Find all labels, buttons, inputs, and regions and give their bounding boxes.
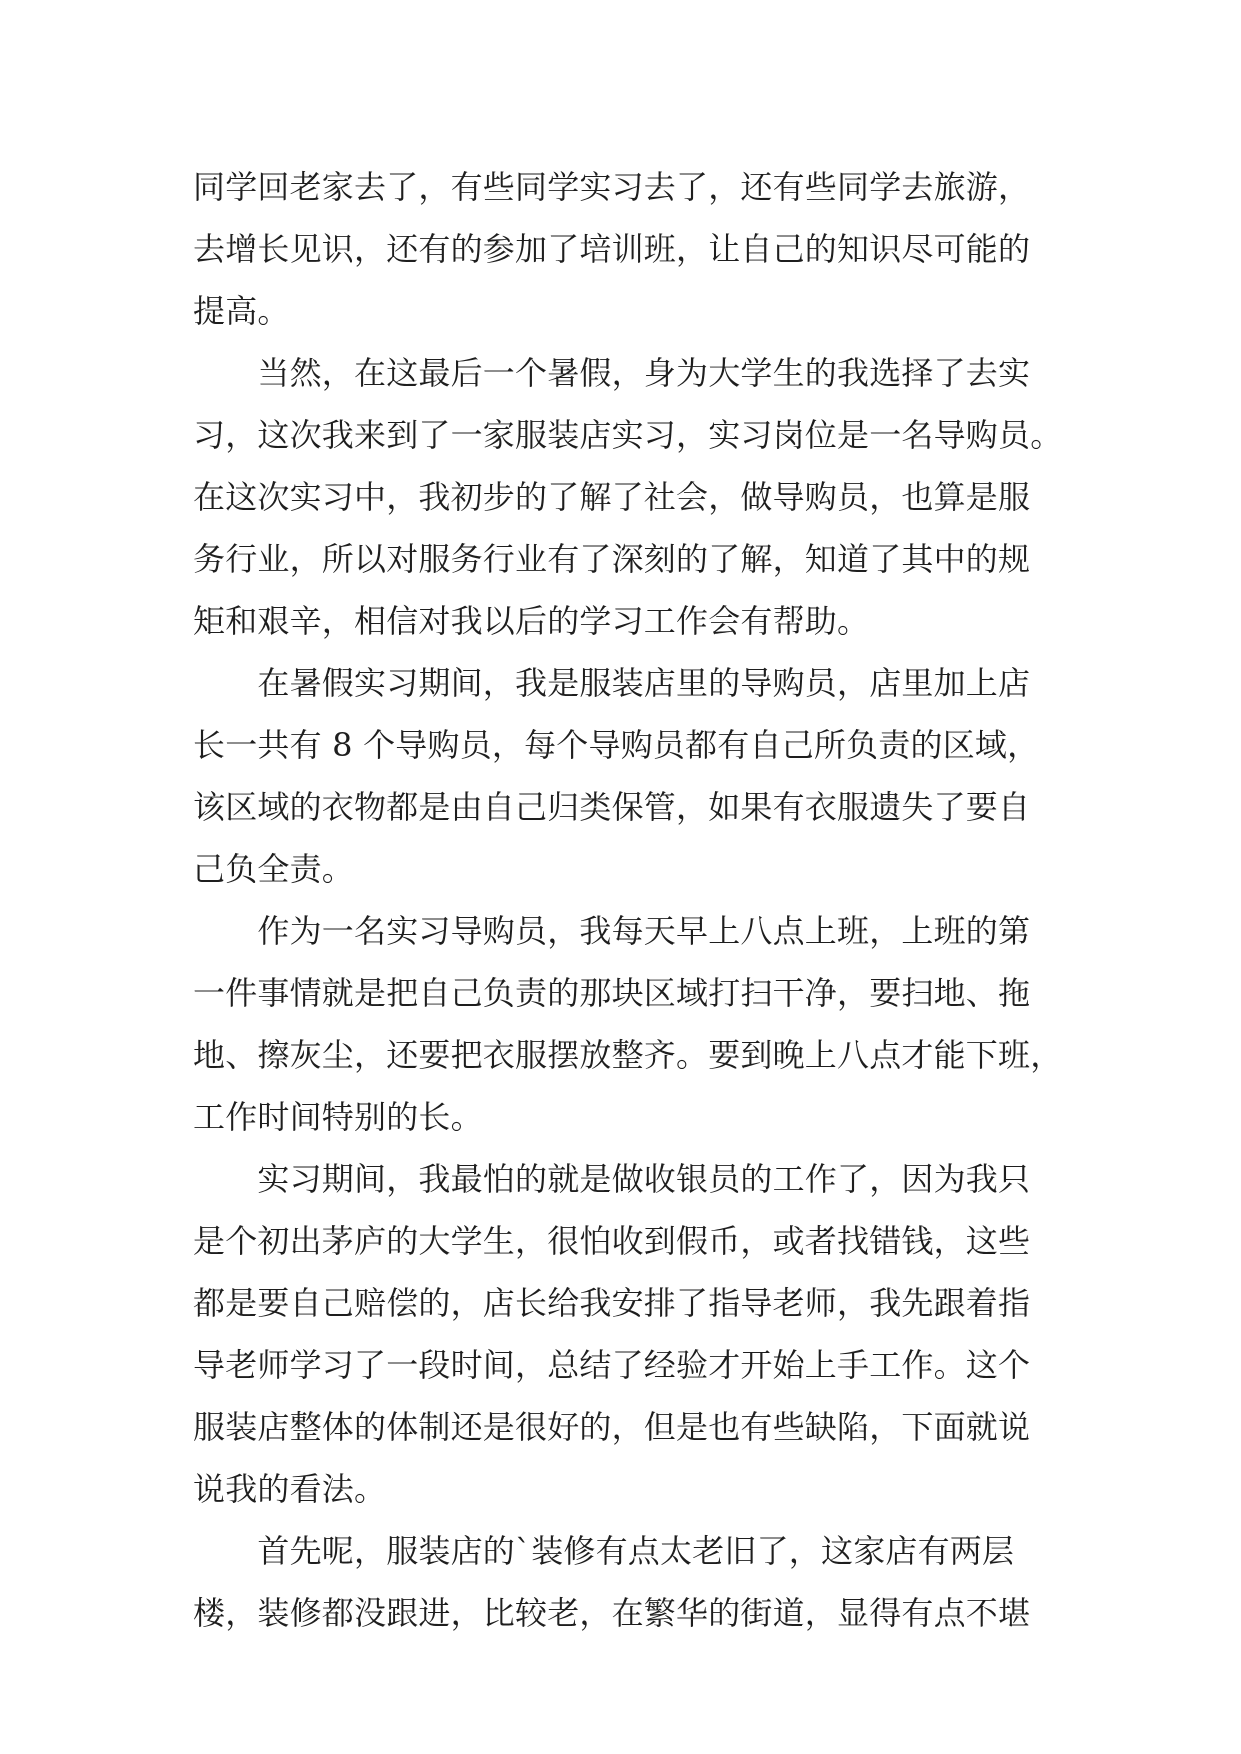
document-body <box>193 156 1063 1644</box>
text-line: 实习期间，我最怕的就是做收银员的工作了，因为我只 <box>193 1160 1031 1198</box>
text-line: 提高。 <box>193 292 290 330</box>
text-line: 长一共有 8 个导购员，每个导购员都有自己所负责的区域， <box>193 726 1040 764</box>
text-line: 是个初出茅庐的大学生，很怕收到假币，或者找错钱，这些 <box>193 1222 1031 1260</box>
text-line: 在这次实习中，我初步的了解了社会，做导购员，也算是服 <box>193 478 1031 516</box>
text-line: 服装店整体的体制还是很好的，但是也有些缺陷，下面就说 <box>193 1408 1031 1446</box>
text-line: 工作时间特别的长。 <box>193 1098 483 1136</box>
text-line: 该区域的衣物都是由自己归类保管，如果有衣服遗失了要自 <box>193 788 1031 826</box>
text-line: 务行业，所以对服务行业有了深刻的了解，知道了其中的规 <box>193 540 1031 578</box>
text-line: 同学回老家去了，有些同学实习去了，还有些同学去旅游， <box>193 168 1031 206</box>
text-line: 首先呢，服装店的`装修有点太老旧了，这家店有两层 <box>193 1532 1015 1570</box>
text-line: 作为一名实习导购员，我每天早上八点上班，上班的第 <box>193 912 1031 950</box>
text-line: 楼，装修都没跟进，比较老，在繁华的街道，显得有点不堪 <box>193 1594 1031 1632</box>
text-line: 去增长见识，还有的参加了培训班，让自己的知识尽可能的 <box>193 230 1031 268</box>
text-line: 当然，在这最后一个暑假，身为大学生的我选择了去实 <box>193 354 1031 392</box>
text-line: 都是要自己赔偿的，店长给我安排了指导老师，我先跟着指 <box>193 1284 1031 1322</box>
text-line: 导老师学习了一段时间，总结了经验才开始上手工作。这个 <box>193 1346 1031 1384</box>
text-line: 在暑假实习期间，我是服装店里的导购员，店里加上店 <box>193 664 1031 702</box>
text-line: 习，这次我来到了一家服装店实习，实习岗位是一名导购员。 <box>193 416 1063 454</box>
text-line: 己负全责。 <box>193 850 355 888</box>
text-line: 说我的看法。 <box>193 1470 387 1508</box>
text-line: 地、擦灰尘，还要把衣服摆放整齐。要到晚上八点才能下班， <box>193 1036 1063 1074</box>
text-line: 矩和艰辛，相信对我以后的学习工作会有帮助。 <box>193 602 870 640</box>
text-line: 一件事情就是把自己负责的那块区域打扫干净，要扫地、拖 <box>193 974 1031 1012</box>
